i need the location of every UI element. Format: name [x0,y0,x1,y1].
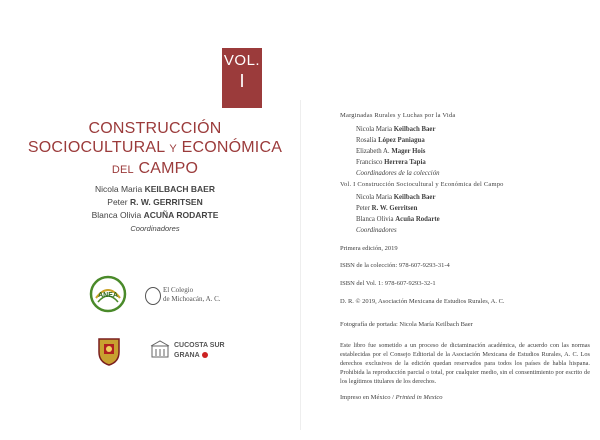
title-line-1: CONSTRUCCIÓN [88,120,222,137]
title-word-sociocultural: SOCIOCULTURAL [27,139,165,156]
title-word-economica: ECONÓMICA [181,139,283,156]
series-coordinators-label: Coordinadores de la colección [356,170,440,177]
isbn-collection: ISBN de la colección: 978-607-9293-31-4 [340,262,450,269]
printed-in: Impreso en México / Printed in Mexico [340,394,443,401]
cucosta-sur-logo [150,338,250,362]
building-icon [150,340,170,358]
vol-coordinators-label: Coordinadores [356,227,397,234]
title-line-3 [20,159,290,180]
edition-line: Primera edición, 2019 [340,245,398,252]
colegio-michoacan-logo [145,286,245,306]
vol-person-2: Peter R. W. Gerritsen [356,205,418,212]
cucosta-line-2: GRANA [174,352,200,359]
series-person-2: Rosalía López Paniagua [356,137,425,144]
series-title: Marginadas Rurales y Luchas por la Vida [340,112,456,119]
volume-badge [222,48,262,108]
anea-logo [88,274,128,314]
copyright-line: D. R. © 2019, Asociación Mexicana de Estudios Rurales, A. C. [340,298,505,305]
volume-coordinators-list [340,192,600,236]
coordinators-label: Coordinadores [130,224,180,233]
series-person-4: Francisco Herrera Tapia [356,159,426,166]
isbn-volume: ISBN del Vol. 1: 978-607-9293-32-1 [340,280,436,287]
title-word-del: DEL [111,164,134,176]
cover-photo-credit: Fotografía de portada: Nicola María Keilbach Baer [340,321,473,328]
colegio-emblem-icon [145,287,161,305]
colegio-line-1: El Colegio [163,286,194,294]
volume-number: I [239,71,245,91]
author-1: Nicola Maria KEILBACH BAER [95,184,215,194]
title-word-campo: CAMPO [138,160,199,177]
authors-block [20,183,290,235]
udg-shield-logo [96,336,122,366]
colegio-line-2: de Michoacán, A. C. [163,295,221,303]
title-line-2 [20,138,290,159]
series-person-3: Elizabeth A. Mager Hois [356,148,426,155]
title-word-y: Y [169,143,177,155]
series-coordinators-list [340,124,600,179]
author-3: Blanca Olivia ACUÑA RODARTE [91,210,219,220]
book-title [20,119,290,180]
volume-title: Vol. I Construcción Sociocultural y Económica del Campo [340,181,504,188]
vol-person-1: Nicola Maria Keilbach Baer [356,194,436,201]
cucosta-line-1: CUCOSTA SUR [174,342,225,349]
red-dot-icon [202,352,208,358]
anea-logo-text: ANEA [98,292,118,299]
series-person-1: Nicola Maria Keilbach Baer [356,126,436,133]
legal-notice: Este libro fue sometido a un proceso de dictaminación académica, de acuerdo con las normas establecidas por el Consejo Editorial de la Asociación Mexicana de Estudios Rurales, A. C. Los derechos exclusivos de la edición quedan reservados para todos los países de habla hispana. Prohibida la reproducción parcial o total, por cualquier medio, sin el consentimiento por escrito de los legítimos titulares de los derechos. [340,342,590,385]
author-2: Peter R. W. GERRITSEN [107,197,203,207]
right-page [300,0,600,440]
vol-person-3: Blanca Olivia Acuña Rodarte [356,216,440,223]
volume-label: VOL. [223,52,261,69]
